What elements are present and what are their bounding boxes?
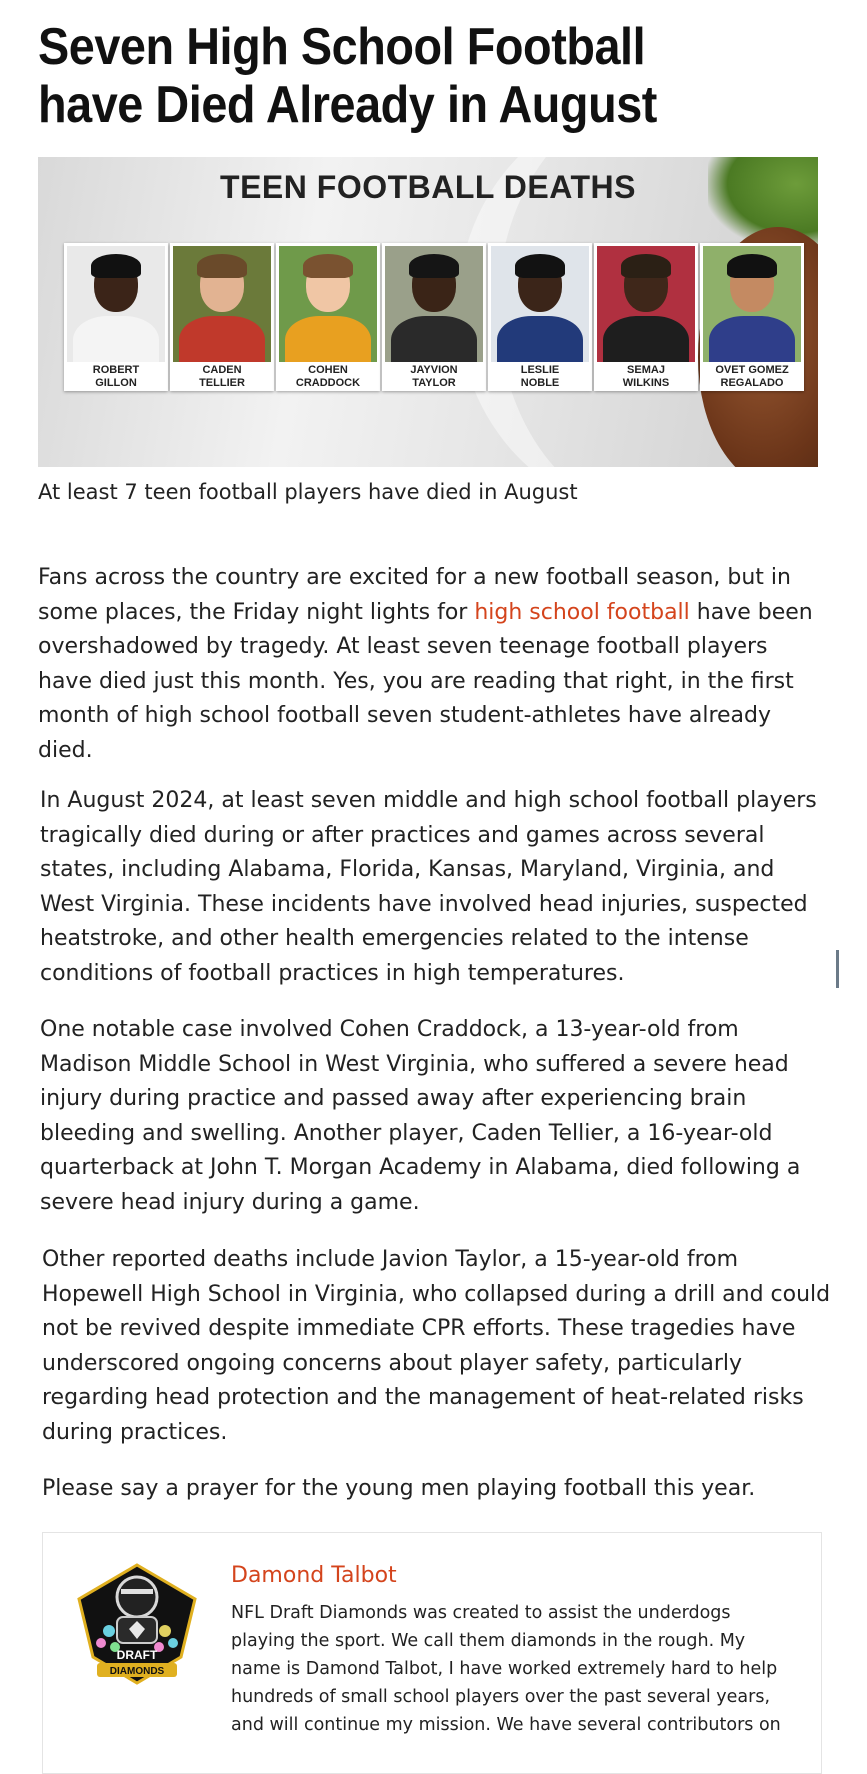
author-bio: NFL Draft Diamonds was created to assist the underdogs playing the sport. We call them diamonds in the rough. My name is Damond Talbot, I have worked extremely hard to help hundreds of small school players over the past several years, and will continue my mission. We have several contributors on — [231, 1603, 781, 1735]
player-card — [700, 243, 804, 391]
player-hair — [197, 254, 247, 278]
image-caption: At least 7 teen football players have died in August — [38, 480, 578, 504]
article-title: Seven High School Football have Died Already in August — [38, 18, 657, 134]
player-card — [276, 243, 380, 391]
draft-diamonds-logo-icon — [71, 1559, 203, 1687]
hero-image — [38, 157, 818, 467]
player-shirt — [391, 316, 477, 362]
player-name: JAYVION TAYLOR — [410, 364, 458, 389]
paragraph-august-2024: In August 2024, at least seven middle and high school football players tragically died during or after practices and games across several states, including Alabama, Florida, Kansas, Maryland, Virginia, and West Virginia. These incidents have involved head injuries, suspected heatstroke, and other health emergencies related to the intense conditions of football practices in high temperatures. — [40, 788, 817, 986]
player-name: COHEN CRADDOCK — [295, 364, 361, 389]
player-photo — [385, 246, 483, 362]
paragraph-intro-text-after: have been overshadowed by tragedy. At least seven teenage football players have died just this month. Yes, you are reading that right, in the first month of high school football seven student-athletes have already died. — [38, 599, 813, 763]
draft-diamonds-logo — [71, 1559, 203, 1687]
logo-text-diamonds: DIAMONDS — [109, 1666, 165, 1677]
author-name-link[interactable]: Damond Talbot — [231, 1563, 397, 1588]
player-card — [488, 243, 592, 391]
player-hair — [409, 254, 459, 278]
player-name: SEMAJ WILKINS — [622, 364, 670, 389]
player-card — [64, 243, 168, 391]
player-shirt — [603, 316, 689, 362]
player-photo-row — [64, 243, 806, 391]
player-shirt — [179, 316, 265, 362]
paragraph-other-deaths: Other reported deaths include Javion Taylor, a 15-year-old from Hopewell High School in Virginia, who collapsed during a drill and could not be revived despite immediate CPR efforts. These tragedies have underscored ongoing concerns about player safety, particularly regarding head protection and the management of heat-related risks during practices. — [42, 1247, 831, 1445]
player-name: LESLIE NOBLE — [520, 364, 560, 389]
player-name: CADEN TELLIER — [199, 364, 245, 389]
author-box — [42, 1532, 822, 1774]
player-photo — [491, 246, 589, 362]
paragraph-notable-case: One notable case involved Cohen Craddock, a 13-year-old from Madison Middle School in West Virginia, who suffered a severe head injury during practice and passed away after experiencing brain bleeding and swelling. Another player, Caden Tellier, a 16-year-old quarterback at John T. Morgan Academy in Alabama, died following a severe head injury during a game. — [40, 1017, 801, 1215]
player-hair — [621, 254, 671, 278]
player-photo — [279, 246, 377, 362]
player-shirt — [73, 316, 159, 362]
player-photo — [703, 246, 801, 362]
player-hair — [91, 254, 141, 278]
player-card — [594, 243, 698, 391]
player-hair — [727, 254, 777, 278]
paragraph-intro-text-before: Fans across the country are excited for a new football season, but in some places, the Friday night lights for — [38, 565, 791, 625]
player-card — [170, 243, 274, 391]
player-hair — [303, 254, 353, 278]
player-hair — [515, 254, 565, 278]
player-photo — [173, 246, 271, 362]
logo-text-draft: DRAFT — [116, 1648, 158, 1662]
scroll-position-marker[interactable] — [836, 950, 839, 988]
player-card — [382, 243, 486, 391]
player-name: OVET GOMEZ REGALADO — [715, 364, 789, 389]
paragraph-intro — [38, 561, 828, 768]
player-name: ROBERT GILLON — [92, 364, 140, 389]
high-school-football-link[interactable]: high school football — [474, 599, 690, 625]
hero-heading: TEEN FOOTBALL DEATHS — [220, 169, 636, 205]
player-shirt — [709, 316, 795, 362]
player-shirt — [497, 316, 583, 362]
paragraph-prayer: Please say a prayer for the young men playing football this year. — [42, 1476, 756, 1501]
player-photo — [597, 246, 695, 362]
player-photo — [67, 246, 165, 362]
player-shirt — [285, 316, 371, 362]
